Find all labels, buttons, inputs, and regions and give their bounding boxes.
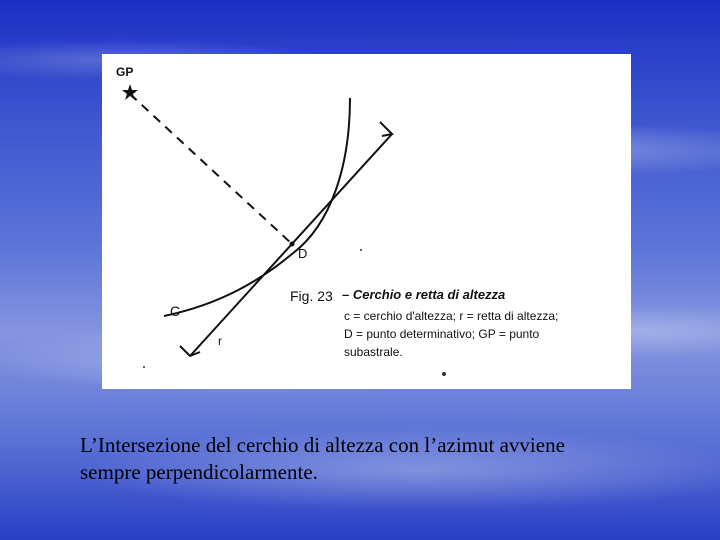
figure-panel [102,54,631,389]
legend-line-2: D = punto determinativo; GP = punto [344,327,540,341]
label-r: r [218,334,222,348]
legend-line-3: subastrale. [344,345,403,359]
slide-caption [80,432,680,486]
gp-star-icon [122,84,138,100]
legend-line-1: c = cerchio d'altezza; r = retta di altezza; [344,309,559,323]
label-c: C [170,303,181,319]
caption-line-2: sempre perpendicolarmente. [80,460,318,484]
caption-line-1: L’Intersezione del cerchio di altezza con l’azimut avviene [80,433,565,457]
arrow-top-icon [380,122,392,136]
legend-fig-number: Fig. 23 [290,288,333,304]
speck-dot [143,366,145,368]
label-gp: GP [116,65,134,79]
legend-title: – Cerchio e retta di altezza [342,287,506,302]
label-d: D [298,246,308,261]
azimuth-line [130,94,292,244]
speck-dot [442,372,446,376]
point-d-dot [290,242,295,247]
speck-dot [360,249,362,251]
